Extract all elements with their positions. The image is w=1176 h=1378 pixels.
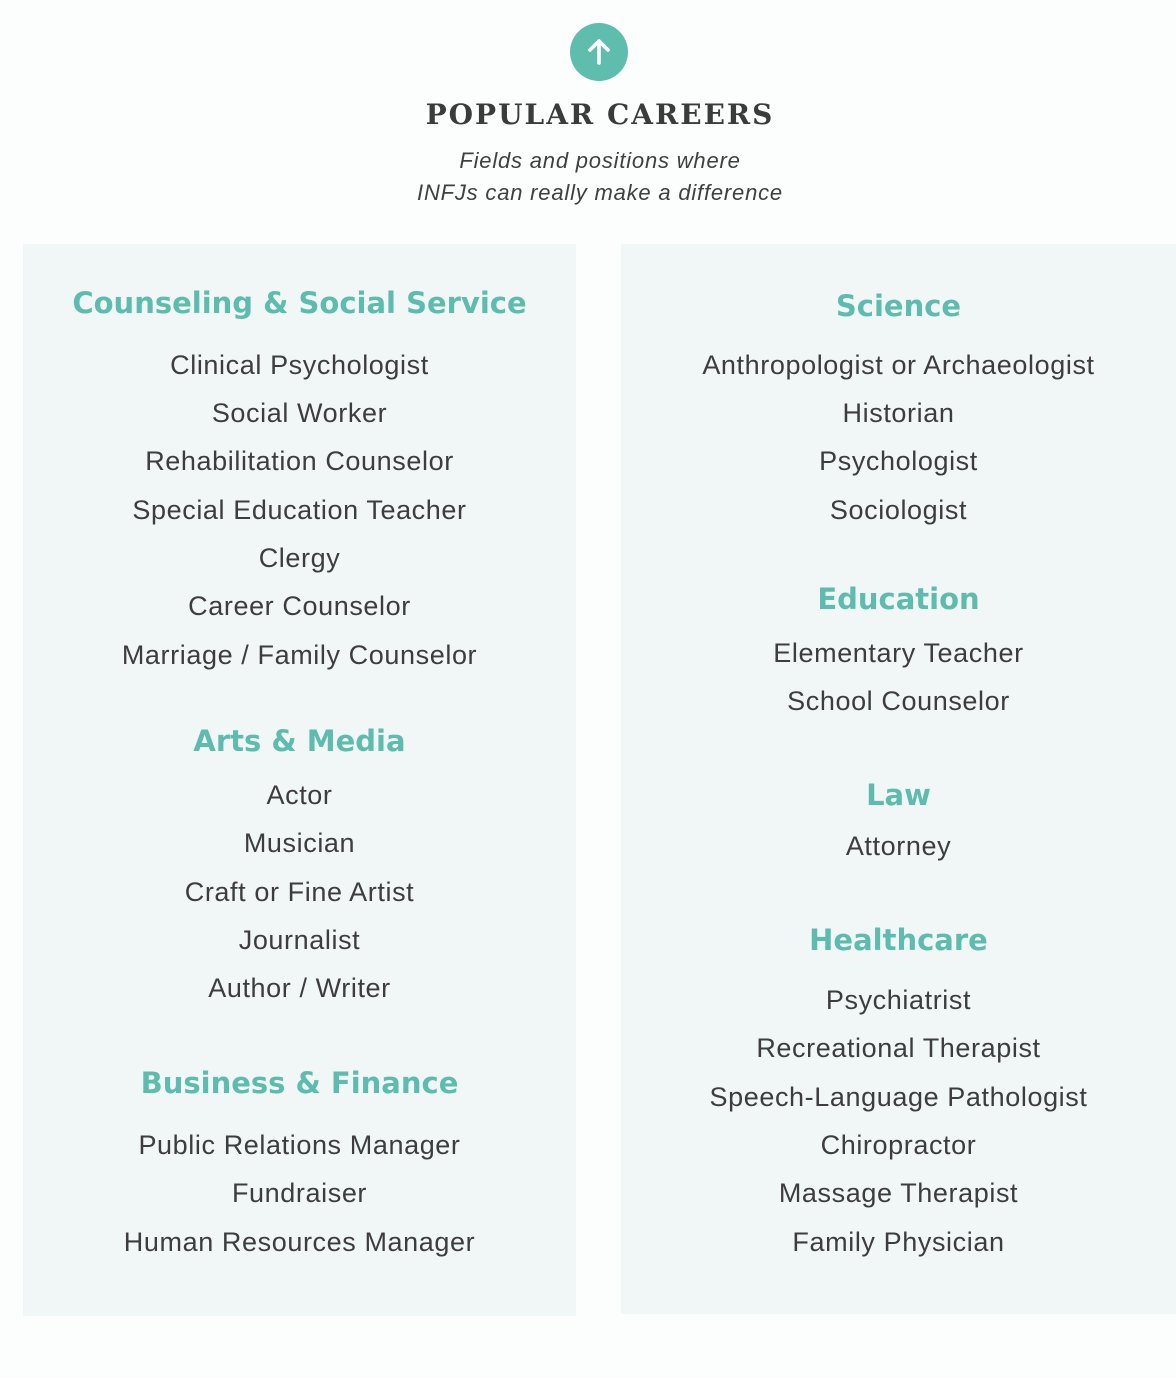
career-item: Historian — [842, 398, 955, 428]
career-item: Psychiatrist — [825, 985, 972, 1015]
career-item: Musician — [243, 828, 356, 858]
career-item: Clergy — [258, 543, 341, 573]
career-item: Actor — [266, 780, 333, 810]
category-heading-education: Education — [817, 582, 980, 616]
careers-column-right — [621, 244, 1176, 1314]
career-item: Social Worker — [211, 398, 388, 428]
career-item: Career Counselor — [188, 591, 411, 621]
scroll-to-top-button[interactable] — [570, 23, 628, 81]
career-item: Public Relations Manager — [138, 1130, 461, 1160]
career-item: Fundraiser — [231, 1178, 368, 1208]
category-heading-business: Business & Finance — [140, 1066, 459, 1100]
category-heading-counseling: Counseling & Social Service — [72, 286, 527, 320]
category-heading-law: Law — [866, 778, 931, 812]
career-item: Craft or Fine Artist — [184, 877, 415, 907]
career-item: Marriage / Family Counselor — [121, 640, 478, 670]
career-item: Psychologist — [819, 446, 978, 476]
arrow-up-icon — [584, 37, 614, 67]
career-item: Sociologist — [829, 495, 968, 525]
career-item: Attorney — [845, 831, 952, 861]
career-item: Massage Therapist — [778, 1178, 1019, 1208]
career-item: Journalist — [238, 925, 361, 955]
subtitle-line-1: Fields and positions where — [459, 148, 741, 173]
career-item: Anthropologist or Archaeologist — [702, 350, 1095, 380]
career-item: Author / Writer — [208, 973, 391, 1003]
category-heading-arts: Arts & Media — [193, 724, 406, 758]
category-heading-healthcare: Healthcare — [809, 923, 988, 957]
career-item: Human Resources Manager — [123, 1227, 476, 1257]
career-item: Chiropractor — [820, 1130, 977, 1160]
career-item: Speech-Language Pathologist — [709, 1082, 1088, 1112]
category-heading-science: Science — [835, 289, 962, 323]
careers-column-left — [23, 244, 576, 1316]
career-item: Elementary Teacher — [773, 638, 1024, 668]
career-item: Special Education Teacher — [132, 495, 467, 525]
page-title: POPULAR CAREERS — [425, 98, 775, 131]
career-item: Rehabilitation Counselor — [145, 446, 454, 476]
career-item: Clinical Psychologist — [170, 350, 429, 380]
career-item: Family Physician — [792, 1227, 1005, 1257]
career-item: School Counselor — [787, 686, 1010, 716]
career-item: Recreational Therapist — [756, 1033, 1041, 1063]
subtitle-line-2: INFJs can really make a difference — [417, 180, 783, 205]
